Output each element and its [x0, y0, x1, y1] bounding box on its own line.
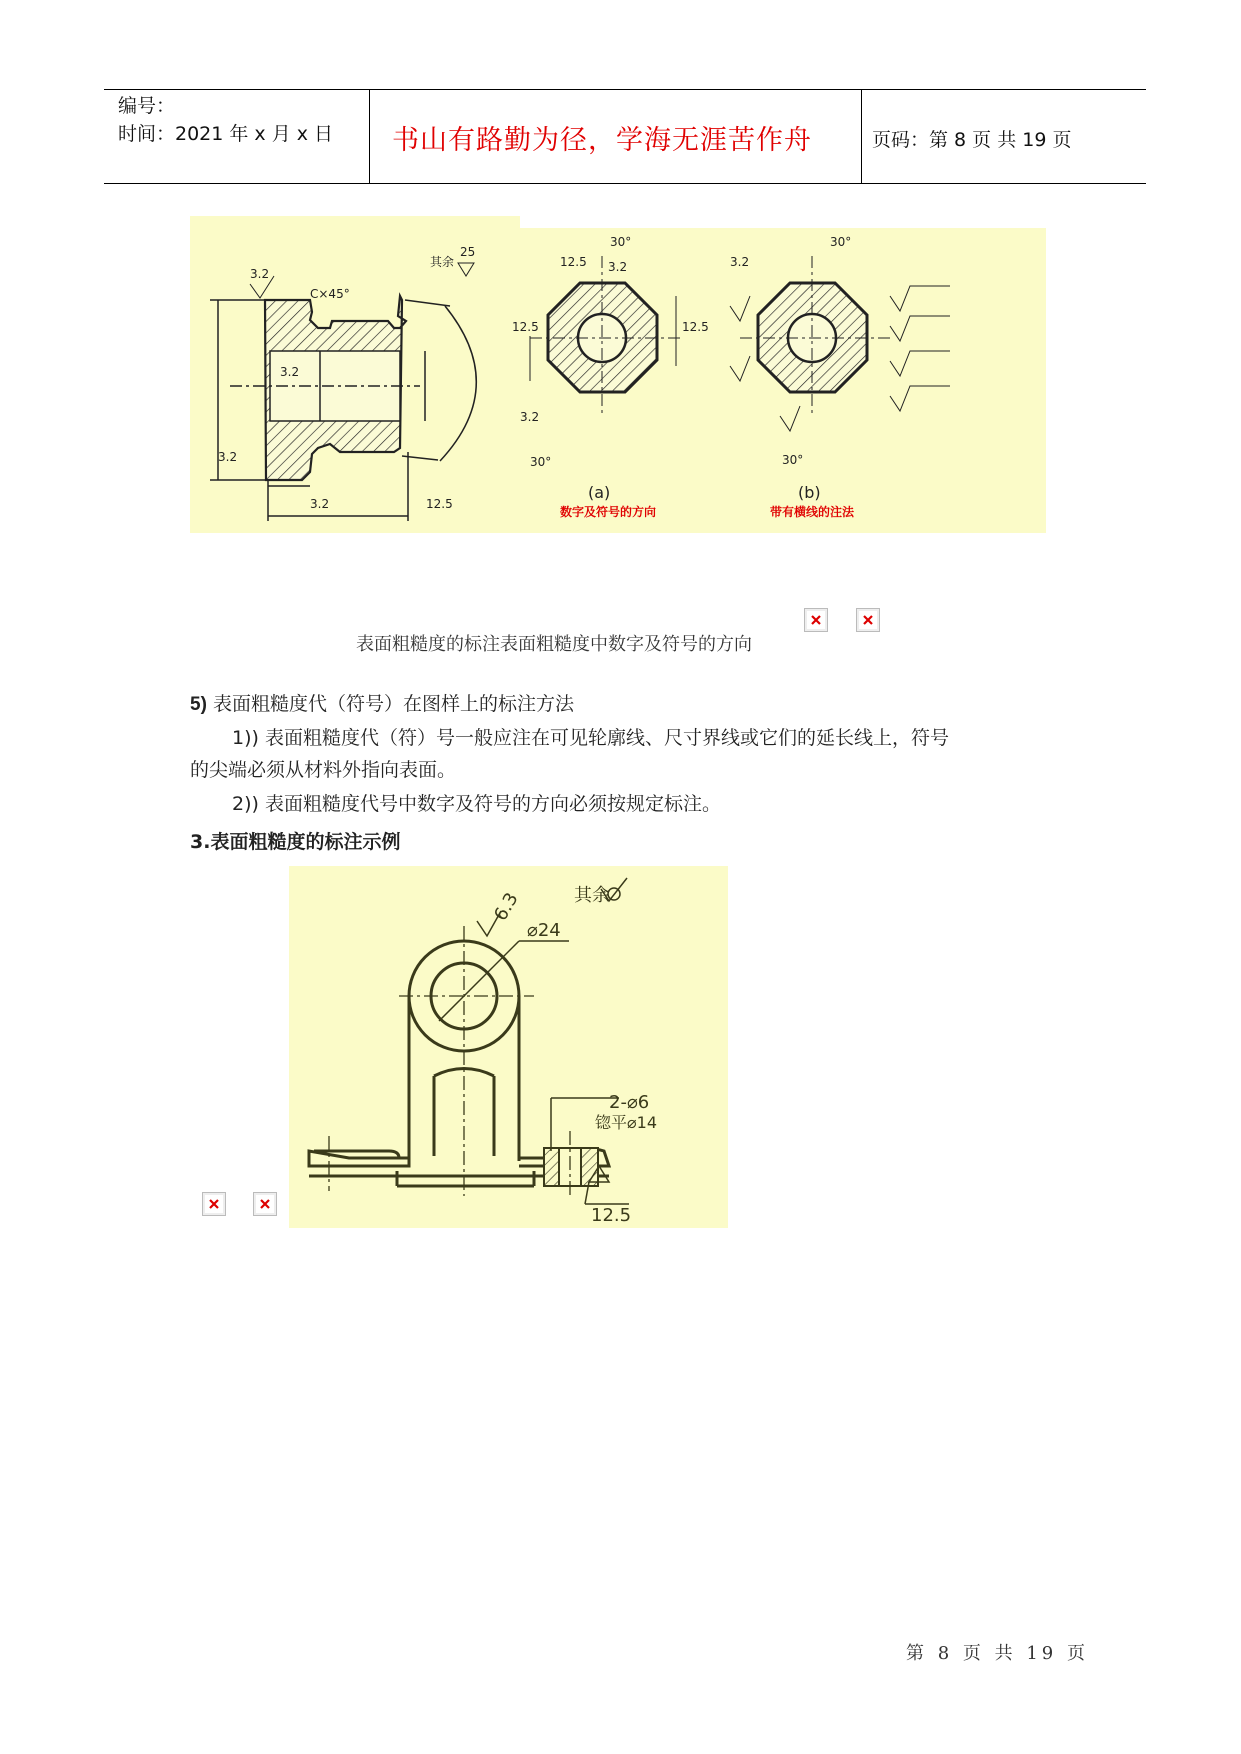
- ra32-top: 3.2: [250, 267, 270, 281]
- caption-b: (b): [798, 483, 821, 502]
- broken-image-icon: [804, 608, 828, 632]
- item1-number: 1)): [232, 727, 259, 749]
- other-label-2: 其余: [574, 885, 610, 906]
- figure-caption: 表面粗糙度的标注表面粗糙度中数字及符号的方向: [356, 634, 752, 655]
- ra125-bottom: 12.5: [426, 497, 453, 511]
- angle30-a: 30°: [610, 235, 632, 249]
- chamfer-label: C×45°: [310, 287, 350, 301]
- ra25-label: 25: [460, 245, 476, 259]
- spotface-label: 锪平⌀14: [595, 1113, 657, 1132]
- ra32-a-bottom: 3.2: [520, 410, 540, 424]
- angle30-b-bottom: 30°: [782, 453, 804, 467]
- header-divider-1: [369, 90, 370, 183]
- ra125-a-right: 12.5: [682, 320, 709, 334]
- ra32-bottom: 3.2: [310, 497, 330, 511]
- section5-item1: [232, 724, 949, 752]
- ra32-left: 3.2: [218, 450, 238, 464]
- ra32-bore: 3.2: [280, 365, 300, 379]
- item2-number: 2)): [232, 793, 259, 815]
- ra32-a-top: 3.2: [608, 260, 628, 274]
- header-meta: [118, 92, 333, 148]
- caption-a: (a): [588, 483, 611, 502]
- roughness-figure-2: [289, 866, 728, 1228]
- angle30-b: 30°: [830, 235, 852, 249]
- dia24-label: ⌀24: [527, 920, 561, 941]
- ra125-a-left: 12.5: [512, 320, 539, 334]
- section5-number: 5): [190, 694, 207, 715]
- header-top-rule: [104, 89, 1146, 90]
- section5-item1-cont: 的尖端必须从材料外指向表面。: [190, 759, 457, 781]
- item1-text: 表面粗糙度代（符）号一般应注在可见轮廓线、尺寸界线或它们的延长线上，符号: [264, 727, 949, 749]
- other-label: 其余: [430, 255, 455, 269]
- ra32-a-right: 3.2: [730, 255, 750, 269]
- section5-title-text: 表面粗糙度代（符号）在图样上的标注方法: [212, 693, 574, 715]
- section3-heading: 3.表面粗糙度的标注示例: [190, 831, 401, 853]
- header-bottom-rule: [104, 183, 1146, 184]
- item2-text: 表面粗糙度代号中数字及符号的方向必须按规定标注。: [264, 793, 721, 815]
- serial-label: 编号：: [118, 95, 176, 117]
- page-info: 页码：第 8 页 共 19 页: [872, 129, 1072, 151]
- date-line: 时间：2021 年 x 月 x 日: [118, 123, 334, 145]
- broken-image-icon: [253, 1192, 277, 1216]
- holes-label: 2-⌀6: [609, 1092, 650, 1113]
- header-divider-2: [861, 90, 862, 183]
- broken-image-icon: [856, 608, 880, 632]
- subtitle-b: 带有横线的注法: [770, 505, 855, 519]
- section5-title: [190, 690, 574, 719]
- section5-item2: [232, 790, 721, 818]
- angle30-a-bottom: 30°: [530, 455, 552, 469]
- roughness-figure-1: [190, 216, 1046, 533]
- ra125-label-2: 12.5: [591, 1205, 632, 1226]
- ra125-a-top: 12.5: [560, 255, 587, 269]
- subtitle-a: 数字及符号的方向: [560, 505, 657, 519]
- page-footer: 第 8 页 共 19 页: [906, 1643, 1089, 1664]
- header-motto: 书山有路勤为径，学海无涯苦作舟: [392, 125, 812, 156]
- broken-image-icon: [202, 1192, 226, 1216]
- ra63-label: 6.3: [490, 889, 523, 925]
